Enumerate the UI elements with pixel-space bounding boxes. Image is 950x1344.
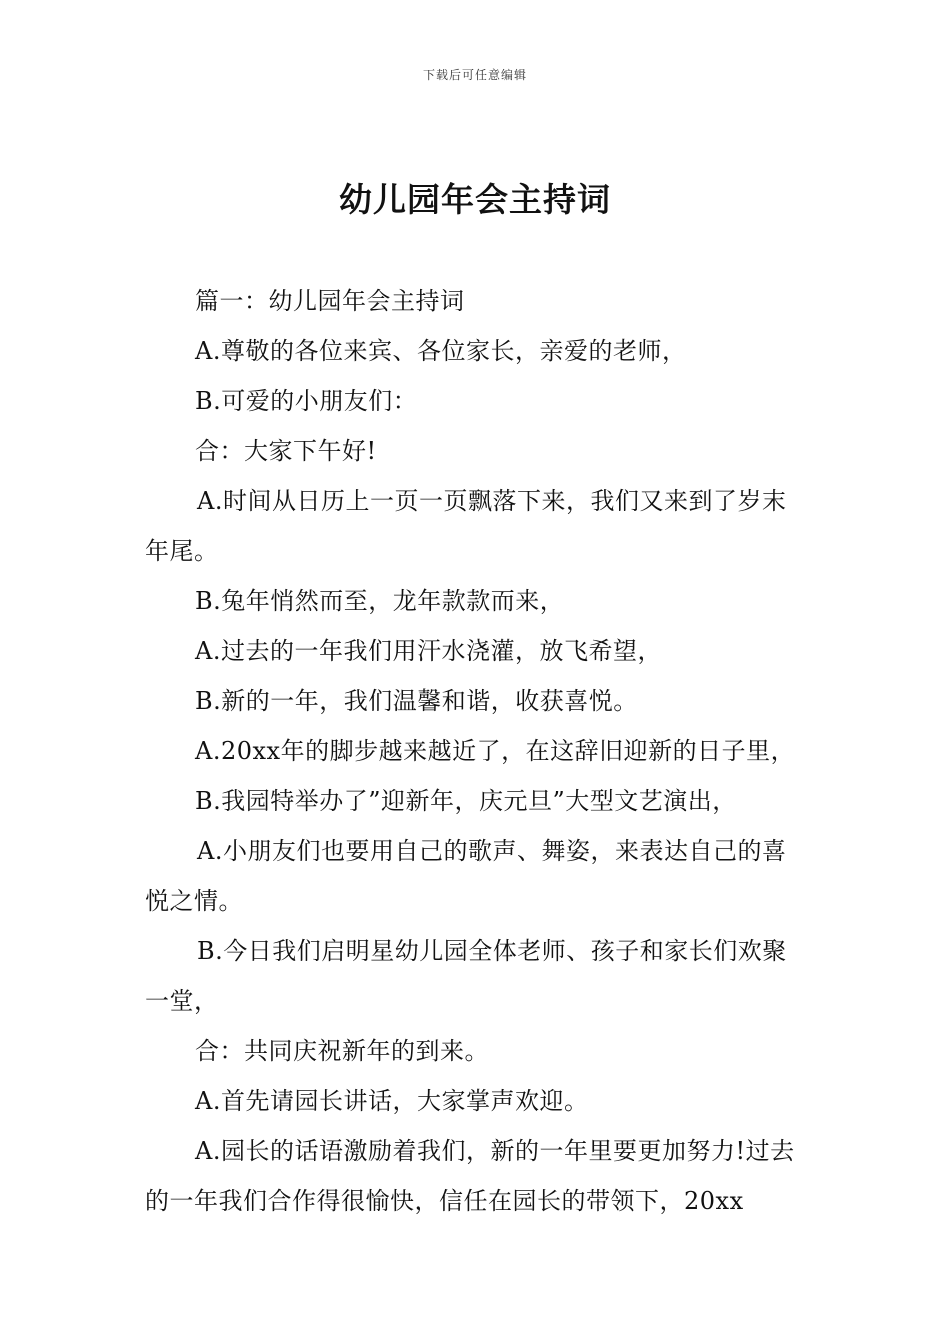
paragraph-section-heading: 篇一：幼儿园年会主持词	[195, 287, 465, 315]
document-body	[145, 276, 807, 1226]
paragraph: A.园长的话语激励着我们，新的一年里要更加努力!过去的一年我们合作得很愉快，信任在园长的带领下，20xx	[145, 1137, 795, 1215]
paragraph: B.兔年悄然而至，龙年款款而来，	[195, 587, 565, 615]
paragraph: 合：共同庆祝新年的到来。	[195, 1037, 489, 1065]
document-title: 幼儿园年会主持词	[339, 180, 611, 219]
paragraph: A.尊敬的各位来宾、各位家长，亲爱的老师，	[195, 337, 687, 365]
paragraph: B.新的一年，我们温馨和谐，收获喜悦。	[195, 687, 638, 715]
paragraph: A.首先请园长讲话，大家掌声欢迎。	[195, 1087, 589, 1115]
paragraph: B.可爱的小朋友们：	[195, 387, 418, 415]
paragraph: A.过去的一年我们用汗水浇灌，放飞希望，	[195, 637, 662, 665]
paragraph: A.20xx年的脚步越来越近了，在这辞旧迎新的日子里，	[195, 737, 796, 765]
paragraph: 合：大家下午好!	[195, 437, 377, 465]
paragraph: B.我园特举办了”迎新年，庆元旦”大型文艺演出，	[195, 787, 737, 815]
paragraph: A.时间从日历上一页一页飘落下来，我们又来到了岁末年尾。	[145, 487, 787, 565]
paragraph: A.小朋友们也要用自己的歌声、舞姿，来表达自己的喜悦之情。	[145, 837, 787, 915]
header-note: 下载后可任意编辑	[422, 68, 527, 82]
paragraph: B.今日我们启明星幼儿园全体老师、孩子和家长们欢聚一堂，	[145, 937, 787, 1015]
